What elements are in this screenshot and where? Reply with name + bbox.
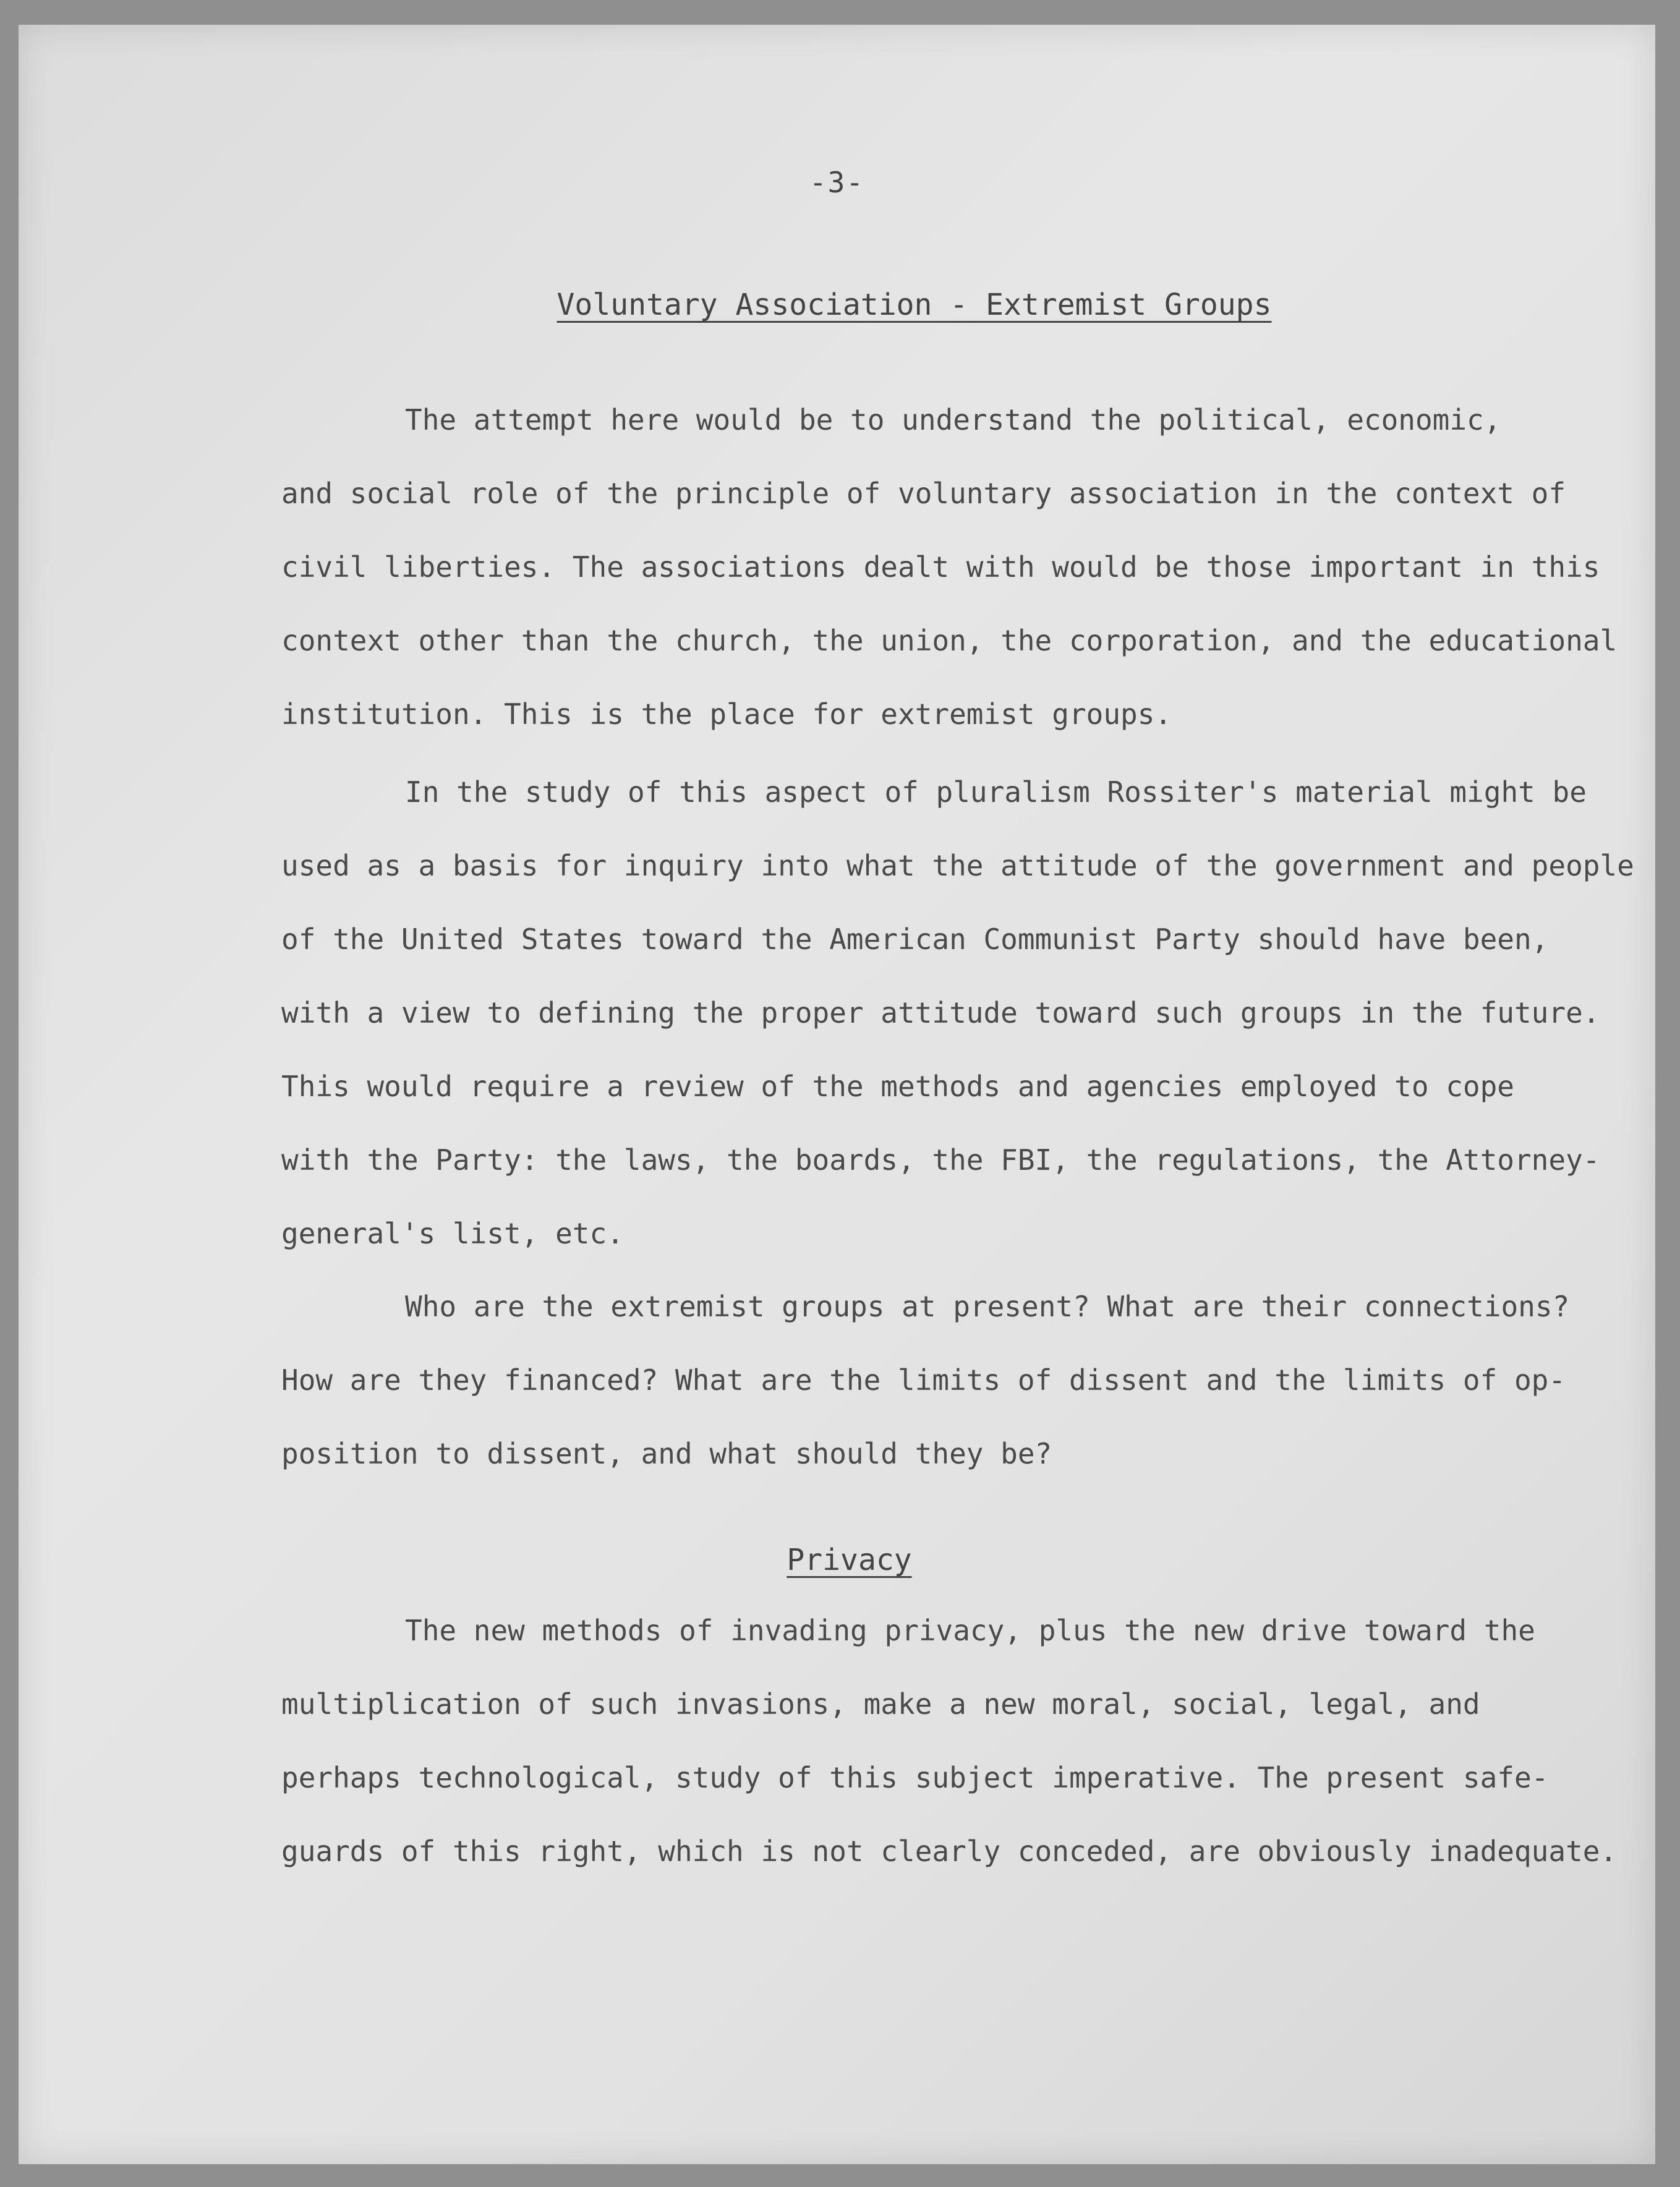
paragraph-line: with the Party: the laws, the boards, the FBI, the regulations, the Attorney- bbox=[281, 1143, 1600, 1177]
page-number: -3- bbox=[809, 166, 865, 199]
paragraph-extremist-questions bbox=[281, 1270, 1592, 1491]
paragraph-line: multiplication of such invasions, make a new moral, social, legal, and bbox=[281, 1687, 1480, 1721]
paragraph-line: general's list, etc. bbox=[281, 1217, 624, 1250]
paragraph-line: context other than the church, the union, the corporation, and the educational bbox=[281, 624, 1618, 657]
paragraph-line: institution. This is the place for extremist groups. bbox=[281, 697, 1172, 731]
section-heading-privacy: Privacy bbox=[787, 1543, 912, 1577]
paragraph-line: of the United States toward the American Communist Party should have been, bbox=[281, 923, 1549, 956]
paragraph-line: used as a basis for inquiry into what the attitude of the government and people bbox=[281, 849, 1634, 882]
paragraph-line: This would require a review of the methods and agencies employed to cope bbox=[281, 1070, 1514, 1103]
paragraph-privacy bbox=[281, 1594, 1618, 1888]
paragraph-line: The attempt here would be to understand the political, economic, bbox=[405, 403, 1501, 437]
paragraph-line: perhaps technological, study of this subject imperative. The present safe- bbox=[281, 1761, 1549, 1794]
paragraph-line: How are they financed? What are the limits of dissent and the limits of op- bbox=[281, 1363, 1566, 1397]
section-heading-voluntary-association: Voluntary Association - Extremist Groups bbox=[556, 288, 1272, 322]
paragraph-line: In the study of this aspect of pluralism Rossiter's material might be bbox=[405, 775, 1587, 809]
paragraph-line: and social role of the principle of voluntary association in the context of bbox=[281, 477, 1566, 510]
paragraph-line: position to dissent, and what should they be? bbox=[281, 1437, 1052, 1470]
document-page bbox=[19, 25, 1655, 2164]
paragraph-line: civil liberties. The associations dealt with would be those important in this bbox=[281, 550, 1600, 584]
paragraph-line: The new methods of invading privacy, plus the new drive toward the bbox=[405, 1614, 1535, 1647]
paragraph-pluralism-study bbox=[281, 756, 1634, 1271]
paragraph-line: Who are the extremist groups at present? What are their connections? bbox=[405, 1290, 1570, 1323]
paragraph-line: with a view to defining the proper attitude toward such groups in the future. bbox=[281, 996, 1600, 1030]
paragraph-voluntary-association-intro bbox=[281, 383, 1618, 751]
paragraph-line: guards of this right, which is not clearly conceded, are obviously inadequate. bbox=[281, 1835, 1618, 1868]
